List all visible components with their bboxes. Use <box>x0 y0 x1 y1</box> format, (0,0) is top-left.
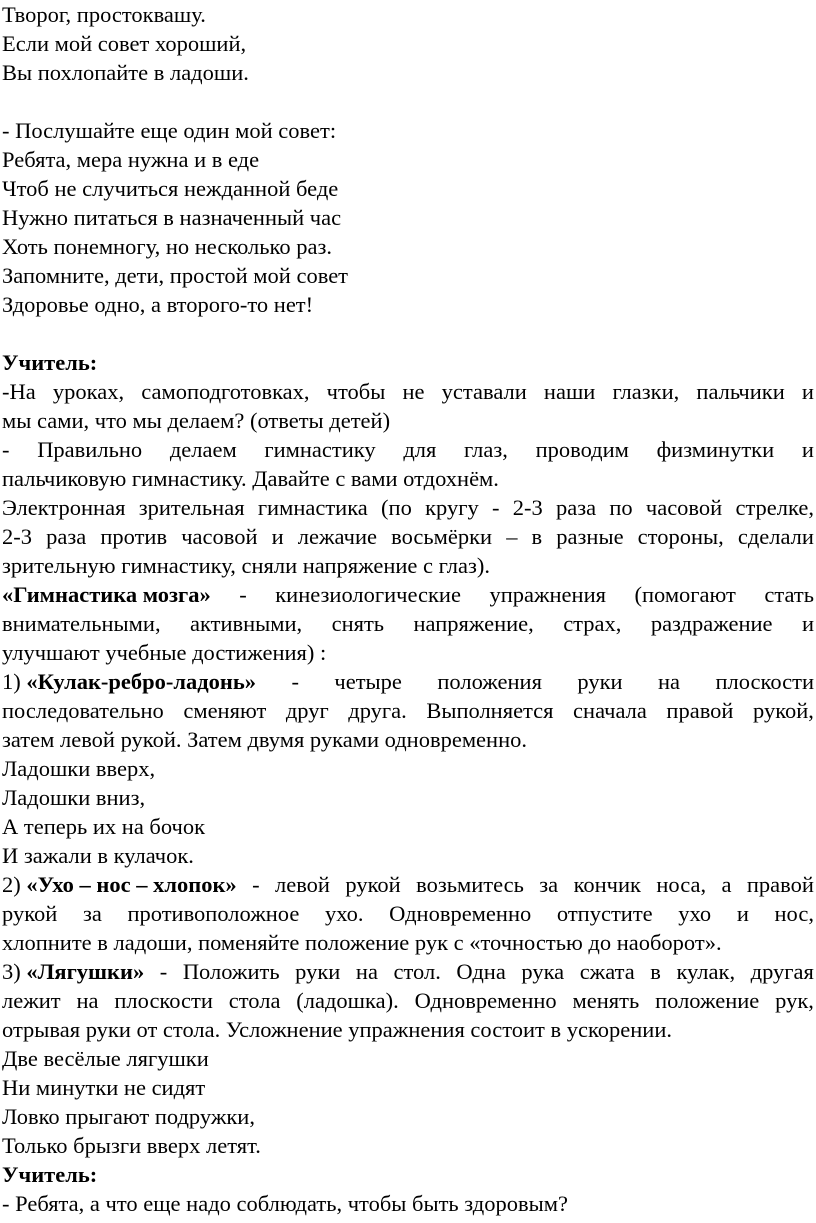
word: против <box>100 524 168 549</box>
word: положение <box>655 988 760 1013</box>
word: – <box>506 524 518 549</box>
word: за <box>82 901 102 926</box>
justified-line <box>2 522 814 551</box>
word: страх, <box>563 611 622 636</box>
paragraph-3 <box>2 493 814 580</box>
word: за <box>539 872 559 897</box>
word: напряжение, <box>413 611 534 636</box>
word: зрительная <box>138 495 245 520</box>
verse-line: Только брызги вверх летят. <box>2 1133 261 1158</box>
word: - <box>291 669 299 694</box>
word: и <box>736 901 749 926</box>
verse-line: Творог, простоквашу. <box>2 2 206 27</box>
word: 2-3 <box>2 524 32 549</box>
word: Одна <box>456 959 506 984</box>
word: пальчики <box>696 379 785 404</box>
text-line: отрывая руки от стола. Усложнение упражнения состоит в ускорении. <box>2 1017 673 1042</box>
word: уставали <box>441 379 527 404</box>
word: стола <box>228 988 281 1013</box>
word: и <box>801 437 814 462</box>
word: самоподготовках, <box>141 379 310 404</box>
word: четыре <box>334 669 402 694</box>
word: нос, <box>774 901 814 926</box>
word: рукой, <box>753 698 814 723</box>
justified-line <box>2 696 814 725</box>
word: а <box>721 872 732 897</box>
word: правой <box>746 872 814 897</box>
word: -На <box>2 379 36 404</box>
word: на <box>76 988 99 1013</box>
teacher-label: Учитель: <box>2 350 98 375</box>
verse-line: Ни минутки не сидят <box>2 1075 206 1100</box>
text-line: пальчиковую гимнастику. Давайте с вами отдохнём. <box>2 466 499 491</box>
justified-line <box>2 667 814 696</box>
word: 2-3 <box>512 495 543 520</box>
word: сжата <box>579 959 635 984</box>
word: возьмитесь <box>416 872 524 897</box>
word: гимнастику <box>264 437 376 462</box>
word: и <box>801 379 814 404</box>
teacher-label: Учитель: <box>2 1162 98 1187</box>
word: и <box>271 524 284 549</box>
verse-line: И зажали в кулачок. <box>2 843 194 868</box>
word: стрелке, <box>735 495 814 520</box>
word: восьмёрки <box>391 524 493 549</box>
verse-line: Чтоб не случиться нежданной беде <box>2 176 339 201</box>
blank-line <box>2 319 814 348</box>
verse-line: Если мой совет хороший, <box>2 31 247 56</box>
word: часовой <box>181 524 258 549</box>
text-line: - Ребята, а что еще надо соблюдать, чтобы быть здоровым? <box>2 1191 568 1216</box>
verse-line: Вы похлопайте в ладоши. <box>2 60 249 85</box>
text-line: затем левой рукой. Затем двумя руками одновременно. <box>2 727 528 752</box>
word: менять <box>572 988 640 1013</box>
word: положения <box>437 669 542 694</box>
word: руки <box>295 959 341 984</box>
word: (ладошка). <box>296 988 399 1013</box>
word: активными, <box>189 611 303 636</box>
word: упражнения <box>489 582 606 607</box>
word: и <box>801 611 814 636</box>
word: в <box>531 524 543 549</box>
word: кругу <box>425 495 479 520</box>
exercise-number: 2) <box>2 872 21 897</box>
verse-line: Две весёлые лягушки <box>2 1046 209 1071</box>
word: стороны, <box>637 524 724 549</box>
word: Одновременно <box>414 988 557 1013</box>
paragraph-2 <box>2 435 814 493</box>
justified-line <box>2 957 814 986</box>
word: рука <box>521 959 565 984</box>
exercise-1 <box>2 667 814 870</box>
verse-line: - Послушайте еще один мой совет: <box>2 118 337 143</box>
word: ухо <box>678 901 712 926</box>
verse-line: Ладошки вниз, <box>2 785 146 810</box>
line-lead <box>2 667 256 696</box>
verse-line: Нужно питаться в назначенный час <box>2 205 342 230</box>
word: противоположное <box>127 901 300 926</box>
word: стать <box>764 582 814 607</box>
word: - <box>239 582 247 607</box>
word: Электронная <box>2 495 126 520</box>
verse-stanza-1 <box>2 0 814 87</box>
word: наши <box>543 379 596 404</box>
word: ухо. <box>324 901 364 926</box>
word: плоскости <box>114 988 213 1013</box>
word: Одновременно <box>389 901 532 926</box>
justified-line <box>2 986 814 1015</box>
paragraph-1 <box>2 377 814 435</box>
exercise-3 <box>2 957 814 1160</box>
word: сделали <box>737 524 814 549</box>
word: - <box>491 495 500 520</box>
word: кулак, <box>676 959 736 984</box>
verse-line: Запомните, дети, простой мой совет <box>2 263 349 288</box>
word: (по <box>381 495 412 520</box>
word: левой <box>275 872 330 897</box>
verse-line: Ладошки вверх, <box>2 756 156 781</box>
word: Выполняется <box>426 698 554 723</box>
word: в <box>650 959 661 984</box>
bold-term: «Гимнастика мозга» <box>2 582 211 607</box>
exercise-2 <box>2 870 814 957</box>
word: носа, <box>656 872 707 897</box>
word: кинезиологические <box>275 582 461 607</box>
word: Положить <box>182 959 280 984</box>
text-line: зрительную гимнастику, сняли напряжение с глаз). <box>2 553 490 578</box>
justified-line <box>2 899 814 928</box>
word: не <box>402 379 425 404</box>
verse-line: Ловко прыгают подружки, <box>2 1104 255 1129</box>
verse-stanza-2 <box>2 116 814 319</box>
word: плоскости <box>715 669 814 694</box>
justified-line <box>2 580 814 609</box>
word: друг <box>285 698 329 723</box>
line-lead <box>2 580 211 609</box>
word: гимнастика <box>257 495 368 520</box>
word: раза <box>46 524 87 549</box>
paragraph-brain-gym <box>2 580 814 667</box>
line-lead <box>2 870 237 899</box>
word: на <box>658 669 681 694</box>
word: друга. <box>348 698 407 723</box>
bold-term: «Лягушки» <box>26 959 145 984</box>
bold-term: «Ухо – нос – хлопок» <box>26 872 237 897</box>
word: сменяют <box>183 698 267 723</box>
word: физминутки <box>656 437 775 462</box>
word: делаем <box>169 437 237 462</box>
word: стол. <box>393 959 441 984</box>
word: руки <box>577 669 623 694</box>
justified-line <box>2 609 814 638</box>
word: - <box>252 872 260 897</box>
verse-line: А теперь их на бочок <box>2 814 206 839</box>
word: раздражение <box>650 611 773 636</box>
word: глаз, <box>464 437 508 462</box>
justified-line <box>2 493 814 522</box>
word: рукой <box>345 872 401 897</box>
text-line: мы сами, что мы делаем? (ответы детей) <box>2 408 391 433</box>
justified-line <box>2 377 814 406</box>
word: - <box>159 959 168 984</box>
word: уроках, <box>52 379 125 404</box>
word: проводим <box>535 437 629 462</box>
word: на <box>355 959 378 984</box>
line-lead <box>2 957 144 986</box>
blank-line <box>2 87 814 116</box>
word: для <box>403 437 437 462</box>
verse-line: Ребята, мера нужна и в еде <box>2 147 260 172</box>
word: рук, <box>775 988 814 1013</box>
text-line: хлопните в ладоши, поменяйте положение рук с «точностью до наоборот». <box>2 930 722 955</box>
word: рукой <box>2 901 58 926</box>
verse-line: Хоть понемногу, но несколько раз. <box>2 234 332 259</box>
word: внимательными, <box>2 611 161 636</box>
exercise-number: 1) <box>2 669 21 694</box>
word: - <box>2 437 10 462</box>
verse-line: Здоровье одно, а второго-то нет! <box>2 292 314 317</box>
bold-term: «Кулак-ребро-ладонь» <box>26 669 257 694</box>
word: (помогают <box>634 582 736 607</box>
word: другая <box>750 959 814 984</box>
word: последовательно <box>2 698 164 723</box>
word: правой <box>666 698 734 723</box>
word: глазки, <box>612 379 680 404</box>
exercise-number: 3) <box>2 959 21 984</box>
word: снять <box>331 611 385 636</box>
justified-line <box>2 870 814 899</box>
word: лежит <box>2 988 61 1013</box>
word: отпустите <box>556 901 653 926</box>
word: кончик <box>573 872 641 897</box>
word: лежачие <box>297 524 377 549</box>
word: раза <box>555 495 597 520</box>
text-line: улучшают учебные достижения) : <box>2 640 327 665</box>
word: чтобы <box>326 379 386 404</box>
word: часовой <box>645 495 723 520</box>
word: сначала <box>573 698 647 723</box>
word: Правильно <box>37 437 143 462</box>
word: по <box>609 495 633 520</box>
word: разные <box>556 524 624 549</box>
justified-line <box>2 435 814 464</box>
